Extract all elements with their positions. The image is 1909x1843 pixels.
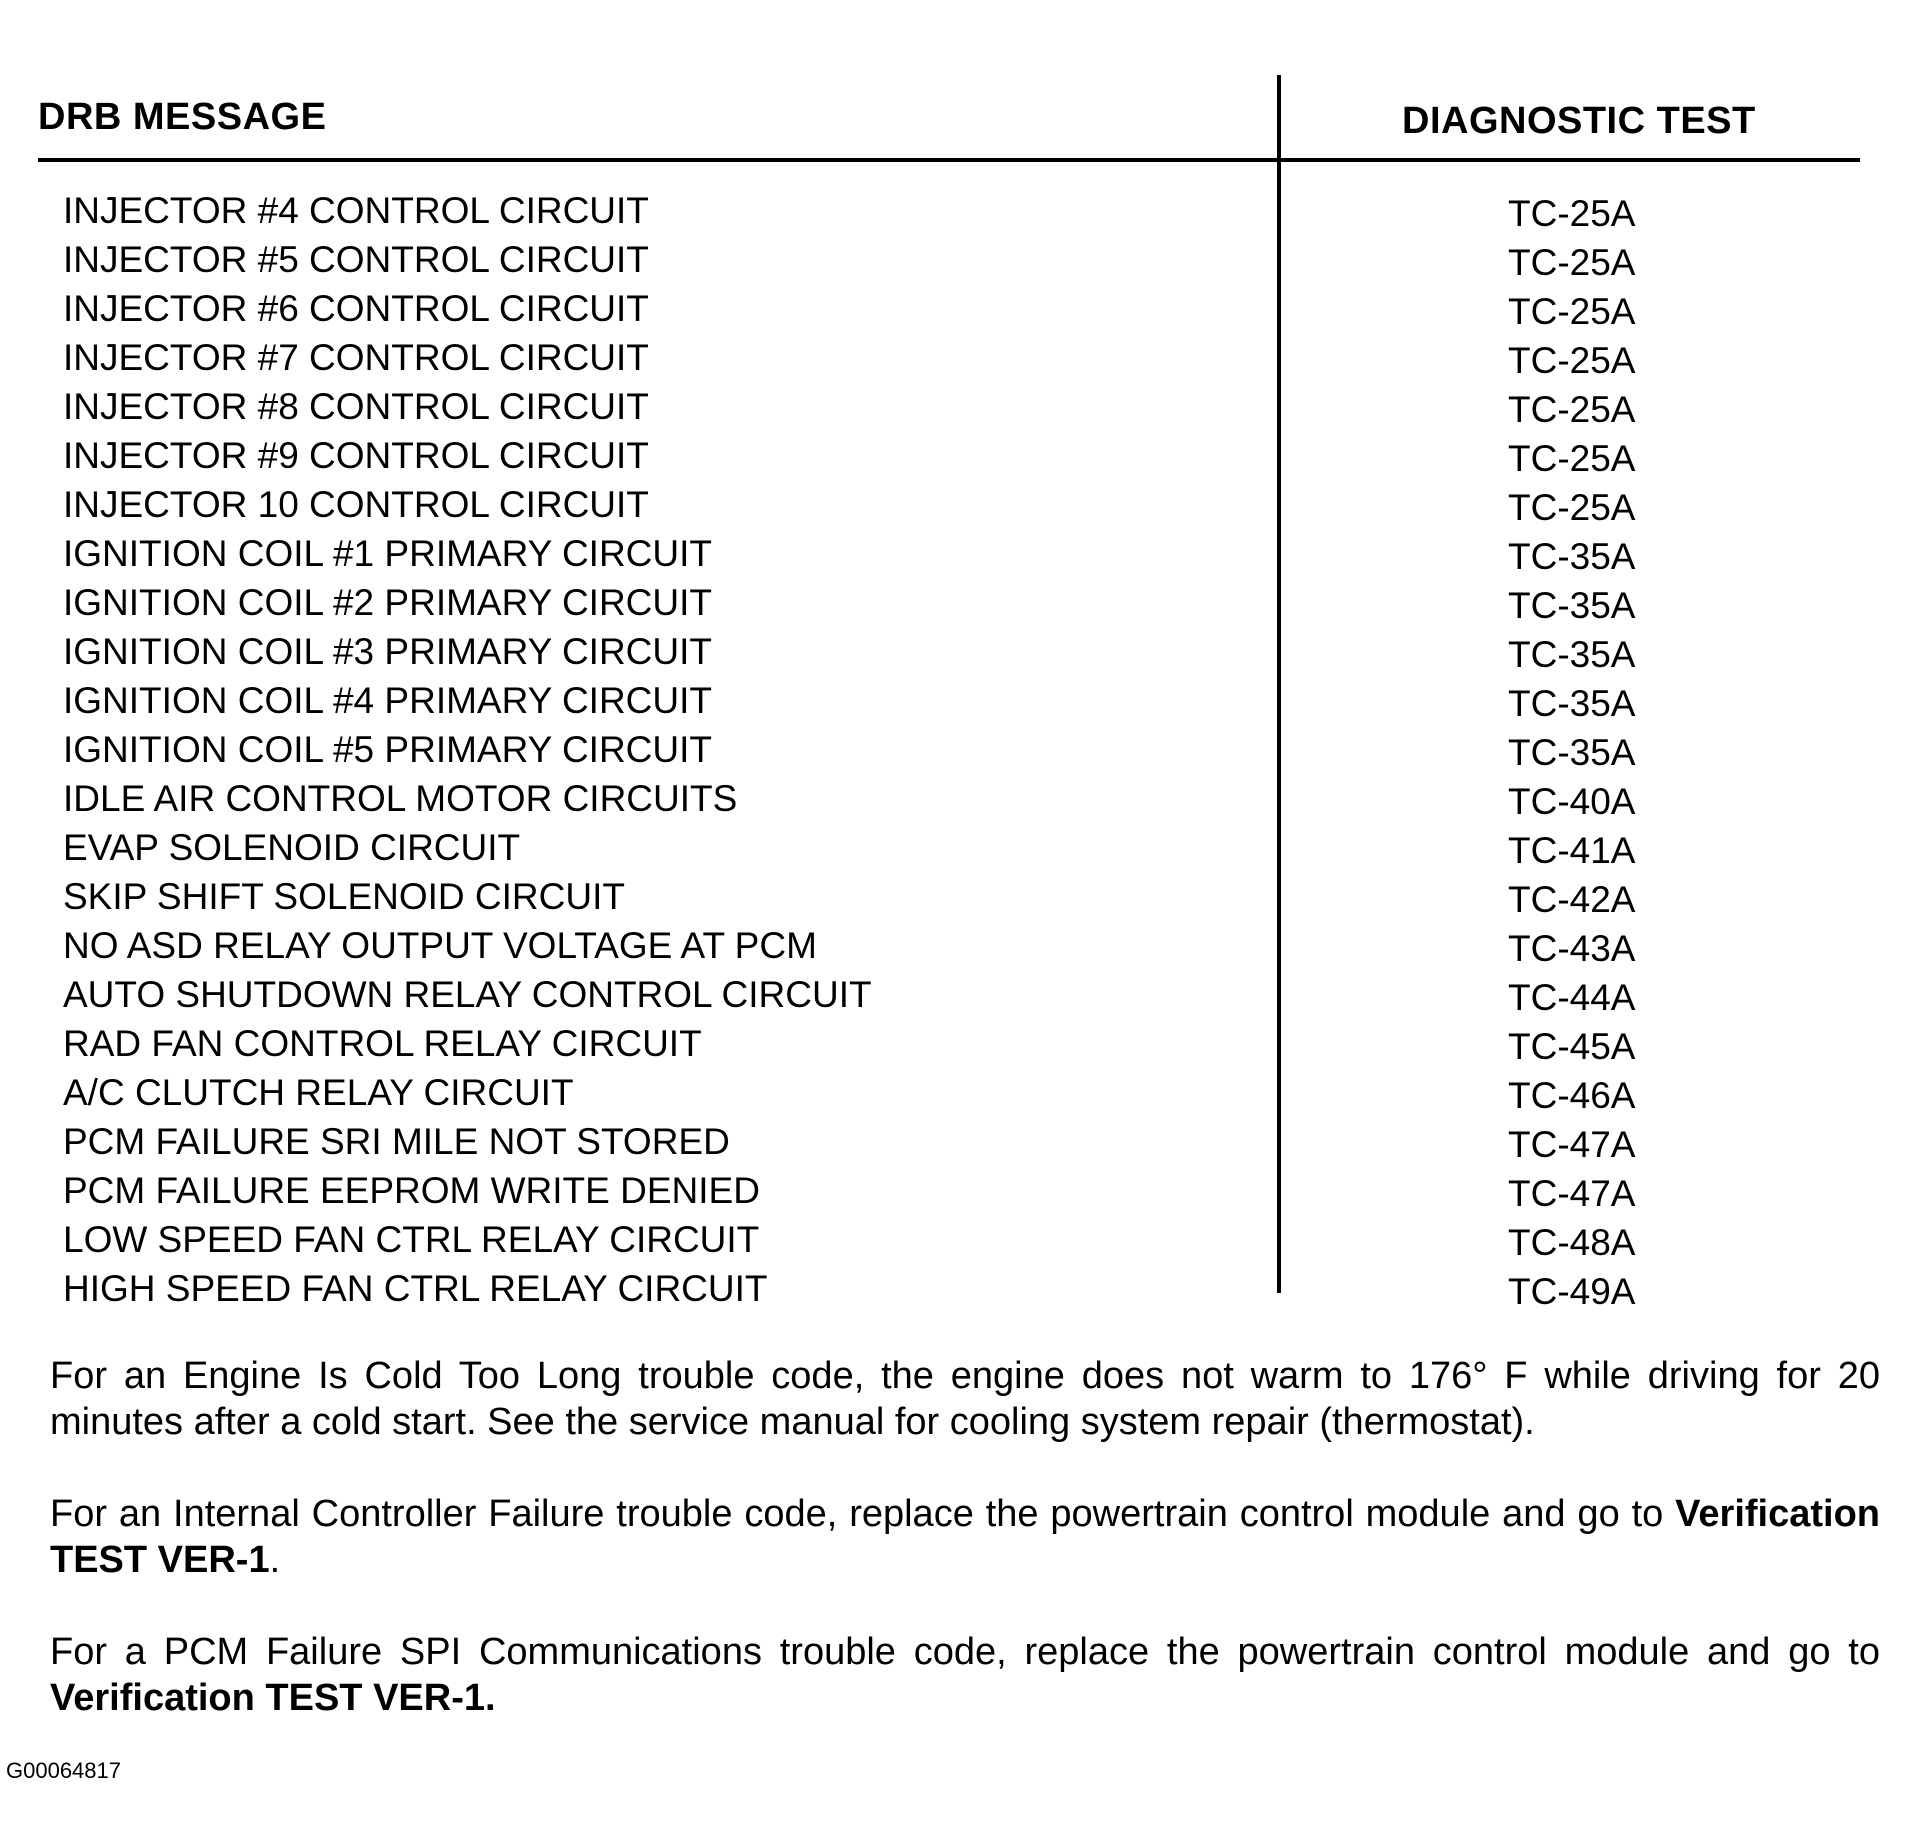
- diagnostic-test: TC-25A: [1508, 291, 1636, 332]
- table-row: [0, 1117, 1909, 1166]
- table-row: [0, 333, 1909, 382]
- drb-message: LOW SPEED FAN CTRL RELAY CIRCUIT: [63, 1219, 760, 1260]
- table-row: [0, 676, 1909, 725]
- diagnostic-test: TC-41A: [1508, 830, 1636, 871]
- diagnostic-test: TC-25A: [1508, 389, 1636, 430]
- drb-message: RAD FAN CONTROL RELAY CIRCUIT: [63, 1023, 702, 1064]
- drb-message: INJECTOR #6 CONTROL CIRCUIT: [63, 288, 649, 329]
- diagnostic-test: TC-25A: [1508, 438, 1636, 479]
- note-internal-controller: [50, 1491, 1880, 1583]
- drb-message: IGNITION COIL #4 PRIMARY CIRCUIT: [63, 680, 712, 721]
- diagnostic-test: TC-25A: [1508, 487, 1636, 528]
- table-row: [0, 970, 1909, 1019]
- drb-message: INJECTOR #5 CONTROL CIRCUIT: [63, 239, 649, 280]
- drb-message: INJECTOR #7 CONTROL CIRCUIT: [63, 337, 649, 378]
- table-row: [0, 1166, 1909, 1215]
- drb-message: A/C CLUTCH RELAY CIRCUIT: [63, 1072, 574, 1113]
- diagnostic-test: TC-35A: [1508, 536, 1636, 577]
- table-row: [0, 1264, 1909, 1313]
- diagnostic-test: TC-35A: [1508, 683, 1636, 724]
- notes-section: [50, 1353, 1880, 1767]
- drb-message: EVAP SOLENOID CIRCUIT: [63, 827, 521, 868]
- diagnostic-test: TC-35A: [1508, 585, 1636, 626]
- column-header-diagnostic-test: DIAGNOSTIC TEST: [1402, 100, 1756, 142]
- diagnostic-test: TC-35A: [1508, 732, 1636, 773]
- diagnostic-test: TC-44A: [1508, 977, 1636, 1018]
- diagnostic-test: TC-25A: [1508, 193, 1636, 234]
- drb-message: IGNITION COIL #1 PRIMARY CIRCUIT: [63, 533, 712, 574]
- diagnostic-test: TC-42A: [1508, 879, 1636, 920]
- drb-message: PCM FAILURE SRI MILE NOT STORED: [63, 1121, 730, 1162]
- drb-message: INJECTOR #9 CONTROL CIRCUIT: [63, 435, 649, 476]
- note-pcm-spi: [50, 1629, 1880, 1721]
- table-row: [0, 529, 1909, 578]
- diagnostic-test: TC-43A: [1508, 928, 1636, 969]
- diagnostic-test: TC-25A: [1508, 242, 1636, 283]
- table-row: [0, 578, 1909, 627]
- drb-message: INJECTOR #4 CONTROL CIRCUIT: [63, 190, 649, 231]
- drb-message: SKIP SHIFT SOLENOID CIRCUIT: [63, 876, 625, 917]
- table-row: [0, 1068, 1909, 1117]
- table-row: [0, 480, 1909, 529]
- table-row: [0, 235, 1909, 284]
- drb-message: NO ASD RELAY OUTPUT VOLTAGE AT PCM: [63, 925, 817, 966]
- diagnostic-test: TC-40A: [1508, 781, 1636, 822]
- diagnostic-test: TC-35A: [1508, 634, 1636, 675]
- drb-message: IGNITION COIL #3 PRIMARY CIRCUIT: [63, 631, 712, 672]
- note-engine-cold: [50, 1353, 1880, 1445]
- diagnostic-test: TC-46A: [1508, 1075, 1636, 1116]
- table-row: [0, 627, 1909, 676]
- table-row: [0, 431, 1909, 480]
- drb-message: IGNITION COIL #2 PRIMARY CIRCUIT: [63, 582, 712, 623]
- table-row: [0, 284, 1909, 333]
- diagnostic-test: TC-25A: [1508, 340, 1636, 381]
- note-period: .: [269, 1539, 281, 1581]
- header-divider: [38, 158, 1860, 162]
- column-header-drb-message: DRB MESSAGE: [38, 96, 327, 138]
- diagnostic-test: TC-47A: [1508, 1124, 1636, 1165]
- table-row: [0, 725, 1909, 774]
- table-row: [0, 921, 1909, 970]
- table-row: [0, 872, 1909, 921]
- table-row: [0, 186, 1909, 235]
- drb-message: IGNITION COIL #5 PRIMARY CIRCUIT: [63, 729, 712, 770]
- drb-message: INJECTOR #8 CONTROL CIRCUIT: [63, 386, 649, 427]
- drb-message: AUTO SHUTDOWN RELAY CONTROL CIRCUIT: [63, 974, 872, 1015]
- drb-message: INJECTOR 10 CONTROL CIRCUIT: [63, 484, 649, 525]
- table-row: [0, 1019, 1909, 1068]
- table-row: [0, 1215, 1909, 1264]
- figure-code: G00064817: [6, 1758, 121, 1783]
- diagnostic-test: TC-48A: [1508, 1222, 1636, 1263]
- verification-test-reference: Verification TEST VER-1: [50, 1493, 1881, 1581]
- note-engine-cold-text: For an Engine Is Cold Too Long trouble code, the engine does not warm to 176° F while driving for 20 minutes after a cold start. See the service manual for cooling system repair (thermostat).: [50, 1355, 1880, 1443]
- diagnostic-test: TC-49A: [1508, 1271, 1636, 1312]
- table-body: [0, 186, 1909, 1313]
- verification-test-reference: Verification TEST VER-1.: [50, 1677, 496, 1719]
- table-row: [0, 823, 1909, 872]
- note-internal-controller-text: For an Internal Controller Failure trouble code, replace the powertrain control module and go to: [50, 1493, 1664, 1535]
- drb-message: IDLE AIR CONTROL MOTOR CIRCUITS: [63, 778, 738, 819]
- diagnostic-test: TC-45A: [1508, 1026, 1636, 1067]
- drb-message: HIGH SPEED FAN CTRL RELAY CIRCUIT: [63, 1268, 768, 1309]
- note-pcm-spi-text: For a PCM Failure SPI Communications trouble code, replace the powertrain control module and go to: [50, 1631, 1880, 1673]
- diagnostic-test: TC-47A: [1508, 1173, 1636, 1214]
- table-row: [0, 382, 1909, 431]
- table-row: [0, 774, 1909, 823]
- drb-message: PCM FAILURE EEPROM WRITE DENIED: [63, 1170, 760, 1211]
